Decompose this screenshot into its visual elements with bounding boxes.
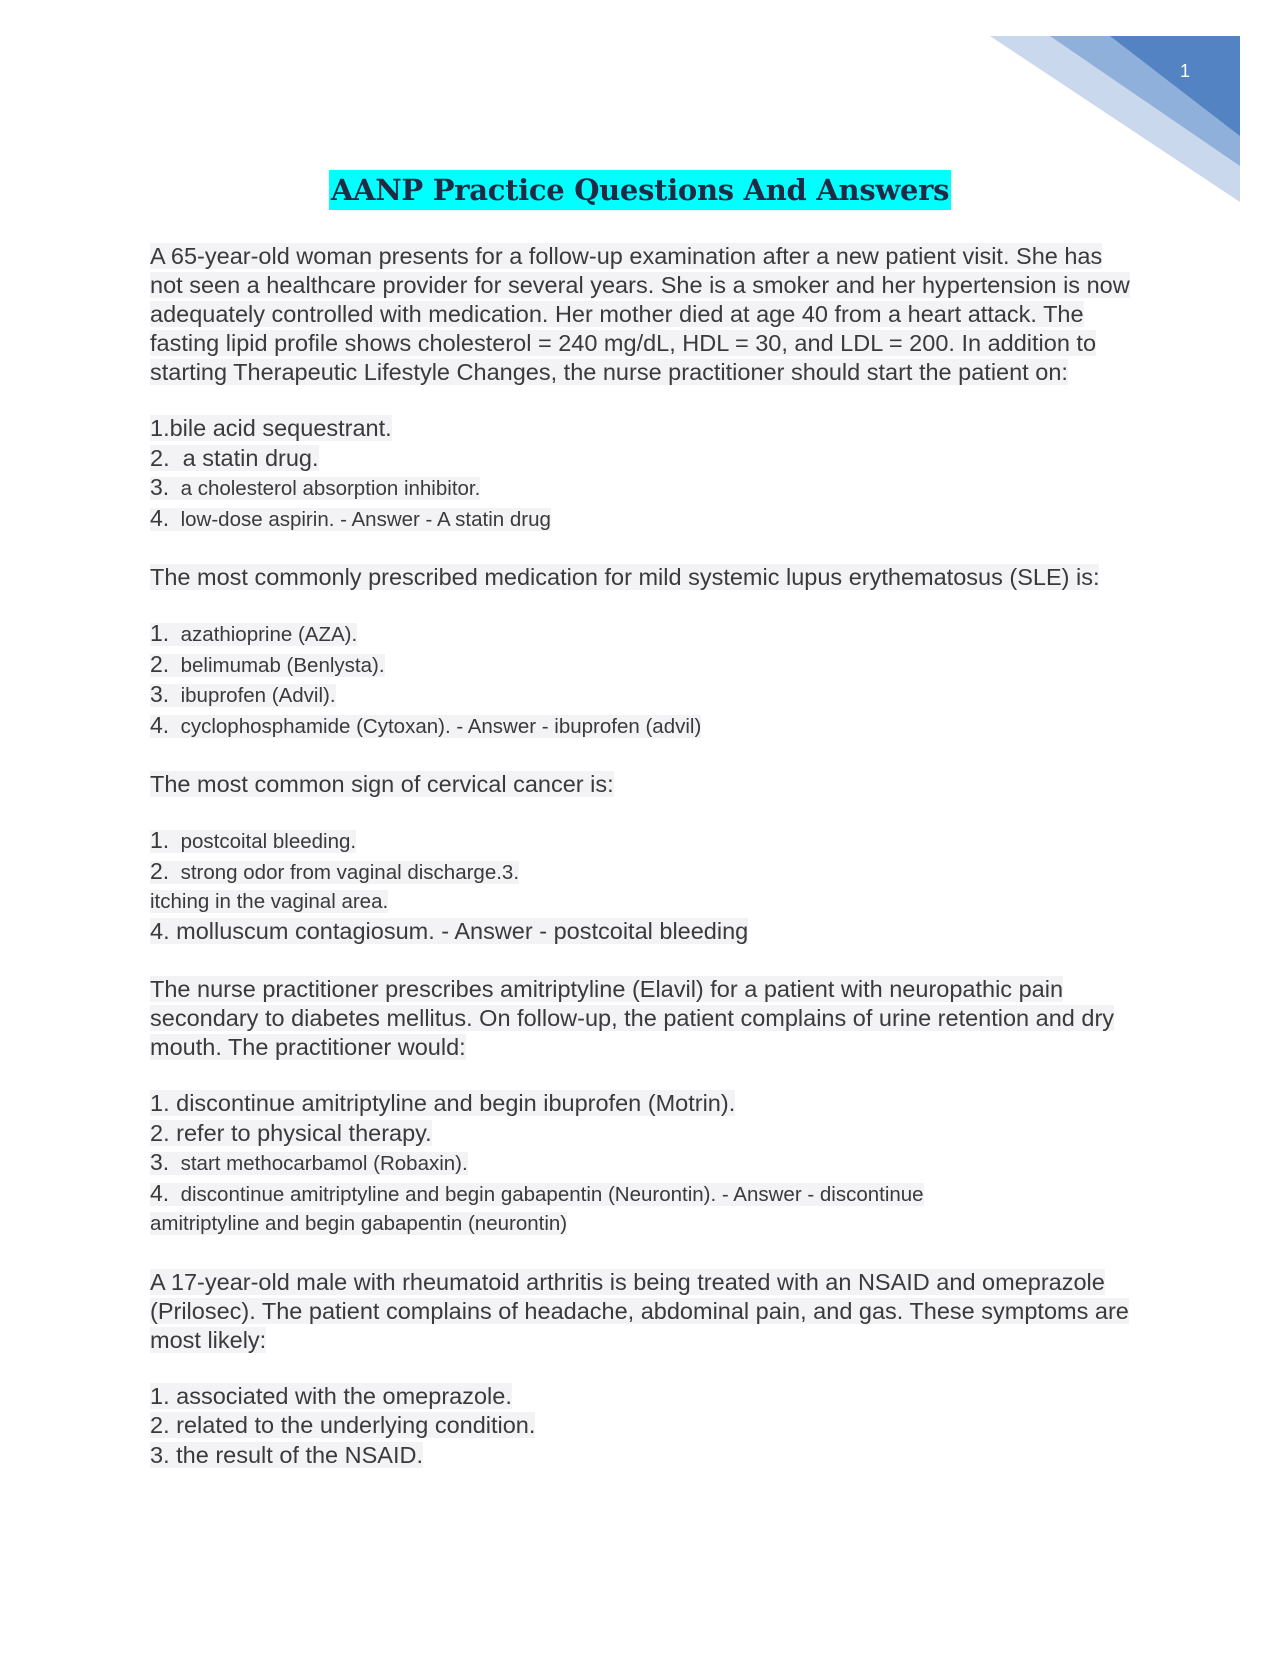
answer-options	[150, 1089, 1130, 1239]
question-stem: A 65-year-old woman presents for a follow-up examination after a new patient visit. She has not seen a healthcare provider for several years. She is a smoker and her hypertension is now adequately controlled with medication. Her mother died at age 40 from a heart attack. The fasting lipid profile shows cholesterol = 240 mg/dL, HDL = 30, and LDL = 200. In addition to starting Therapeutic Lifestyle Changes, the nurse practitioner should start the patient on:	[150, 243, 1130, 385]
answer-options	[150, 826, 1130, 946]
answer-options	[150, 414, 1130, 534]
option-item: 2. related to the underlying condition.	[150, 1412, 536, 1438]
option-item: 3. start methocarbamol (Robaxin).	[150, 1149, 468, 1175]
option-item: 1. discontinue amitriptyline and begin ibuprofen (Motrin).	[150, 1090, 736, 1116]
page-number: 1	[1180, 61, 1191, 81]
option-item: 1. associated with the omeprazole.	[150, 1382, 512, 1409]
option-item: 3. a cholesterol absorption inhibitor.	[150, 474, 481, 500]
option-item: 1. postcoital bleeding.	[150, 827, 357, 853]
option-item: 2. refer to physical therapy.	[150, 1119, 432, 1146]
option-item: amitriptyline and begin gabapentin (neurontin)	[150, 1212, 568, 1235]
question-block	[150, 1268, 1130, 1471]
answer-options	[150, 619, 1130, 741]
question-block	[150, 242, 1130, 534]
question-stem: The most commonly prescribed medication for mild systemic lupus erythematosus (SLE) is:	[150, 564, 1100, 590]
question-block	[150, 770, 1130, 946]
question-block	[150, 563, 1130, 741]
option-item: 2. belimumab (Benlysta).	[150, 650, 385, 677]
option-item: 2. strong odor from vaginal discharge.3.	[150, 857, 520, 884]
option-item: itching in the vaginal area.	[150, 890, 389, 913]
answer-options	[150, 1382, 1130, 1471]
option-item: 3. the result of the NSAID.	[150, 1441, 424, 1468]
option-item: 1. azathioprine (AZA).	[150, 620, 358, 646]
option-item: 3. ibuprofen (Advil).	[150, 681, 336, 707]
option-item: 4. low-dose aspirin. - Answer - A statin drug	[150, 504, 551, 531]
option-item: 4. cyclophosphamide (Cytoxan). - Answer - ibuprofen (advil)	[150, 711, 702, 738]
question-stem: The most common sign of cervical cancer is:	[150, 771, 614, 797]
title-container	[0, 170, 1280, 210]
question-block	[150, 975, 1130, 1239]
question-stem: A 17-year-old male with rheumatoid arthritis is being treated with an NSAID and omeprazole (Prilosec). The patient complains of headache, abdominal pain, and gas. These symptoms are most likely:	[150, 1268, 1129, 1353]
option-item: 2. a statin drug.	[150, 444, 319, 471]
question-stem: The nurse practitioner prescribes amitriptyline (Elavil) for a patient with neuropathic pain secondary to diabetes mellitus. On follow-up, the patient complains of urine retention and dry mouth. The practitioner would:	[150, 976, 1115, 1060]
option-item: 1.bile acid sequestrant.	[150, 415, 392, 441]
option-item: 4. molluscum contagiosum. - Answer - postcoital bleeding	[150, 917, 749, 944]
page-title: AANP Practice Questions And Answers	[329, 170, 951, 210]
option-item: 4. discontinue amitriptyline and begin gabapentin (Neurontin). - Answer - discontinue	[150, 1179, 924, 1206]
document-body	[150, 242, 1130, 1499]
